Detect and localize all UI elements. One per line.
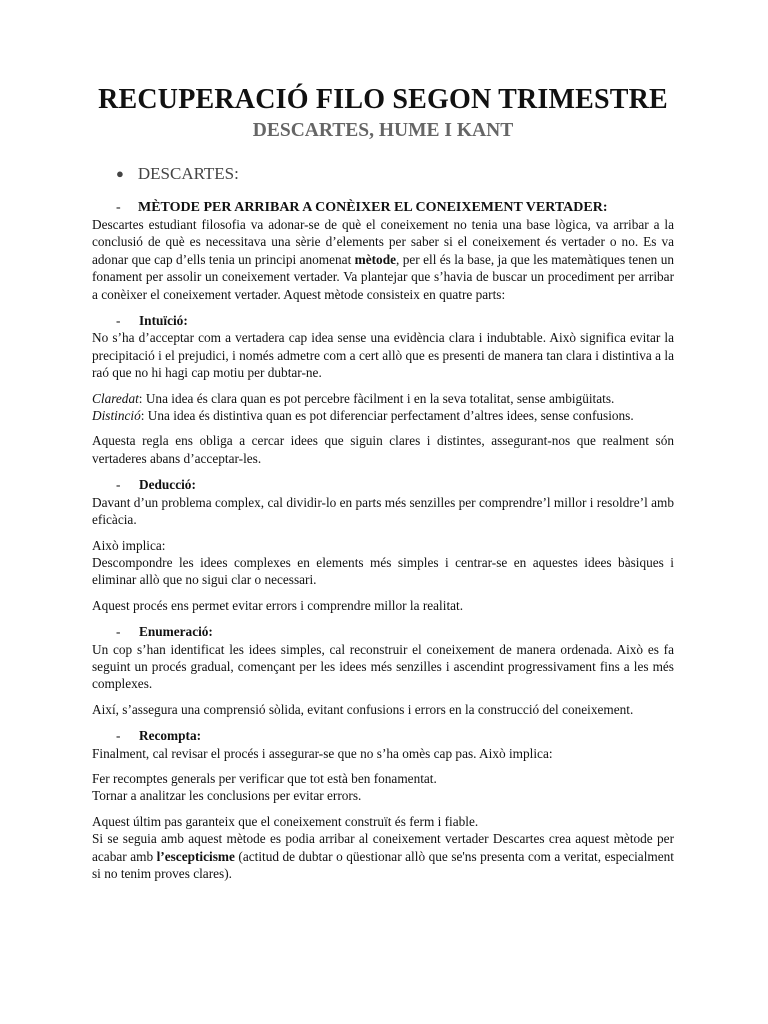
recompta-heading-label: Recompta: bbox=[139, 728, 202, 744]
deduccio-heading bbox=[92, 476, 674, 493]
metode-heading-label: MÈTODE PER ARRIBAR A CONÈIXER EL CONEIXEMENT VERTADER: bbox=[138, 200, 608, 215]
claredat-definition: Claredat: Una idea és clara quan es pot percebre fàcilment i en la seva totalitat, sense ambigüitats. bbox=[92, 390, 615, 406]
document-subtitle: DESCARTES, HUME I KANT bbox=[252, 120, 514, 141]
deduccio-implica: Això implica: bbox=[92, 537, 166, 553]
document-title: RECUPERACIÓ FILO SEGON TRIMESTRE bbox=[98, 84, 668, 115]
recompta-line-1: Fer recomptes generals per verificar que tot està ben fonamentat. bbox=[92, 770, 437, 786]
escepticisme-term: l’escepticisme bbox=[156, 848, 235, 864]
enumeracio-heading bbox=[92, 623, 674, 640]
recompta-text: Finalment, cal revisar el procés i assegurar-se que no s’ha omès cap pas. Això implica: bbox=[92, 745, 553, 761]
dash-icon: - bbox=[116, 624, 121, 640]
document-page bbox=[92, 84, 674, 882]
deduccio-implica-text: Descompondre les idees complexes en elements més simples i centrar-se en aquestes idees bàsiques i eliminar allò que no sigui clar o necessari. bbox=[92, 554, 674, 588]
intuicio-heading bbox=[92, 312, 674, 329]
section-descartes bbox=[116, 164, 674, 184]
dash-icon: - bbox=[116, 477, 121, 493]
enumeracio-closing: Així, s’assegura una comprensió sòlida, evitant confusions i errors en la construcció del coneixement. bbox=[92, 701, 634, 717]
metode-term: mètode bbox=[354, 251, 397, 267]
enumeracio-text: Un cop s’han identificat les idees simples, cal reconstruir el coneixement de manera ordenada. Això es fa seguint un procés gradual, començant per les idees més senzilles i ascendint progressivament fins a les més complexes. bbox=[92, 641, 674, 692]
recompta-final: Si se seguia amb aquest mètode es podia arribar al coneixement vertader Descartes crea aquest mètode per acabar amb l’escepticisme (actitud de dubtar o qüestionar allò que se'ns presenta com a veritat, especialment si no tenim proves clares). bbox=[92, 831, 674, 881]
enumeracio-heading-label: Enumeració: bbox=[139, 624, 213, 640]
recompta-line-2: Tornar a analitzar les conclusions per evitar errors. bbox=[92, 788, 362, 804]
section-descartes-label: DESCARTES: bbox=[137, 164, 239, 183]
intuicio-text: No s’ha d’acceptar com a vertadera cap idea sense una evidència clara i indubtable. Això significa evitar la precipitació i el prejudici, i només admetre com a cert allò que es presenti de manera tan clara i distintiva a la raó que no hi hagi cap motiu per dubtar-ne. bbox=[92, 330, 674, 381]
intuicio-heading-label: Intuïció: bbox=[139, 313, 188, 329]
metode-heading bbox=[92, 200, 674, 216]
dash-icon: - bbox=[116, 728, 121, 744]
metode-intro: Descartes estudiant filosofia va adonar-se de què el coneixement no tenia una base lògica, va arribar a la conclusió de què es necessitava una sèrie d’elements per saber si el coneixement és vertader o no. Es va adonar que cap d’ells tenia un principi anomenat mètode, per ell és la base, ja que les matemàtiques tenen un fonament per assolir un coneixement vertader. Va plantejar que s’havia de buscar un procediment per arribar a conèixer el coneixement vertader. Aquest mètode consisteix en quatre parts: bbox=[92, 217, 674, 302]
bullet-icon: ● bbox=[116, 166, 124, 181]
deduccio-text: Davant d’un problema complex, cal dividir-lo en parts més senzilles per comprendre’l millor i resoldre’l amb eficàcia. bbox=[92, 494, 674, 528]
dash-icon: - bbox=[116, 313, 121, 329]
deduccio-closing: Aquest procés ens permet evitar errors i comprendre millor la realitat. bbox=[92, 597, 464, 613]
intuicio-closing: Aquesta regla ens obliga a cercar idees que siguin clares i distintes, assegurant-nos que realment són vertaderes abans d’acceptar-les. bbox=[92, 433, 674, 466]
recompta-closing: Aquest últim pas garanteix que el coneixement construït és ferm i fiable. bbox=[92, 813, 479, 829]
deduccio-heading-label: Deducció: bbox=[139, 477, 196, 493]
recompta-heading bbox=[92, 727, 674, 744]
dash-icon: - bbox=[116, 200, 121, 215]
distincio-definition: Distinció: Una idea és distintiva quan es pot diferenciar perfectament d’altres idees, sense confusions. bbox=[92, 408, 634, 424]
